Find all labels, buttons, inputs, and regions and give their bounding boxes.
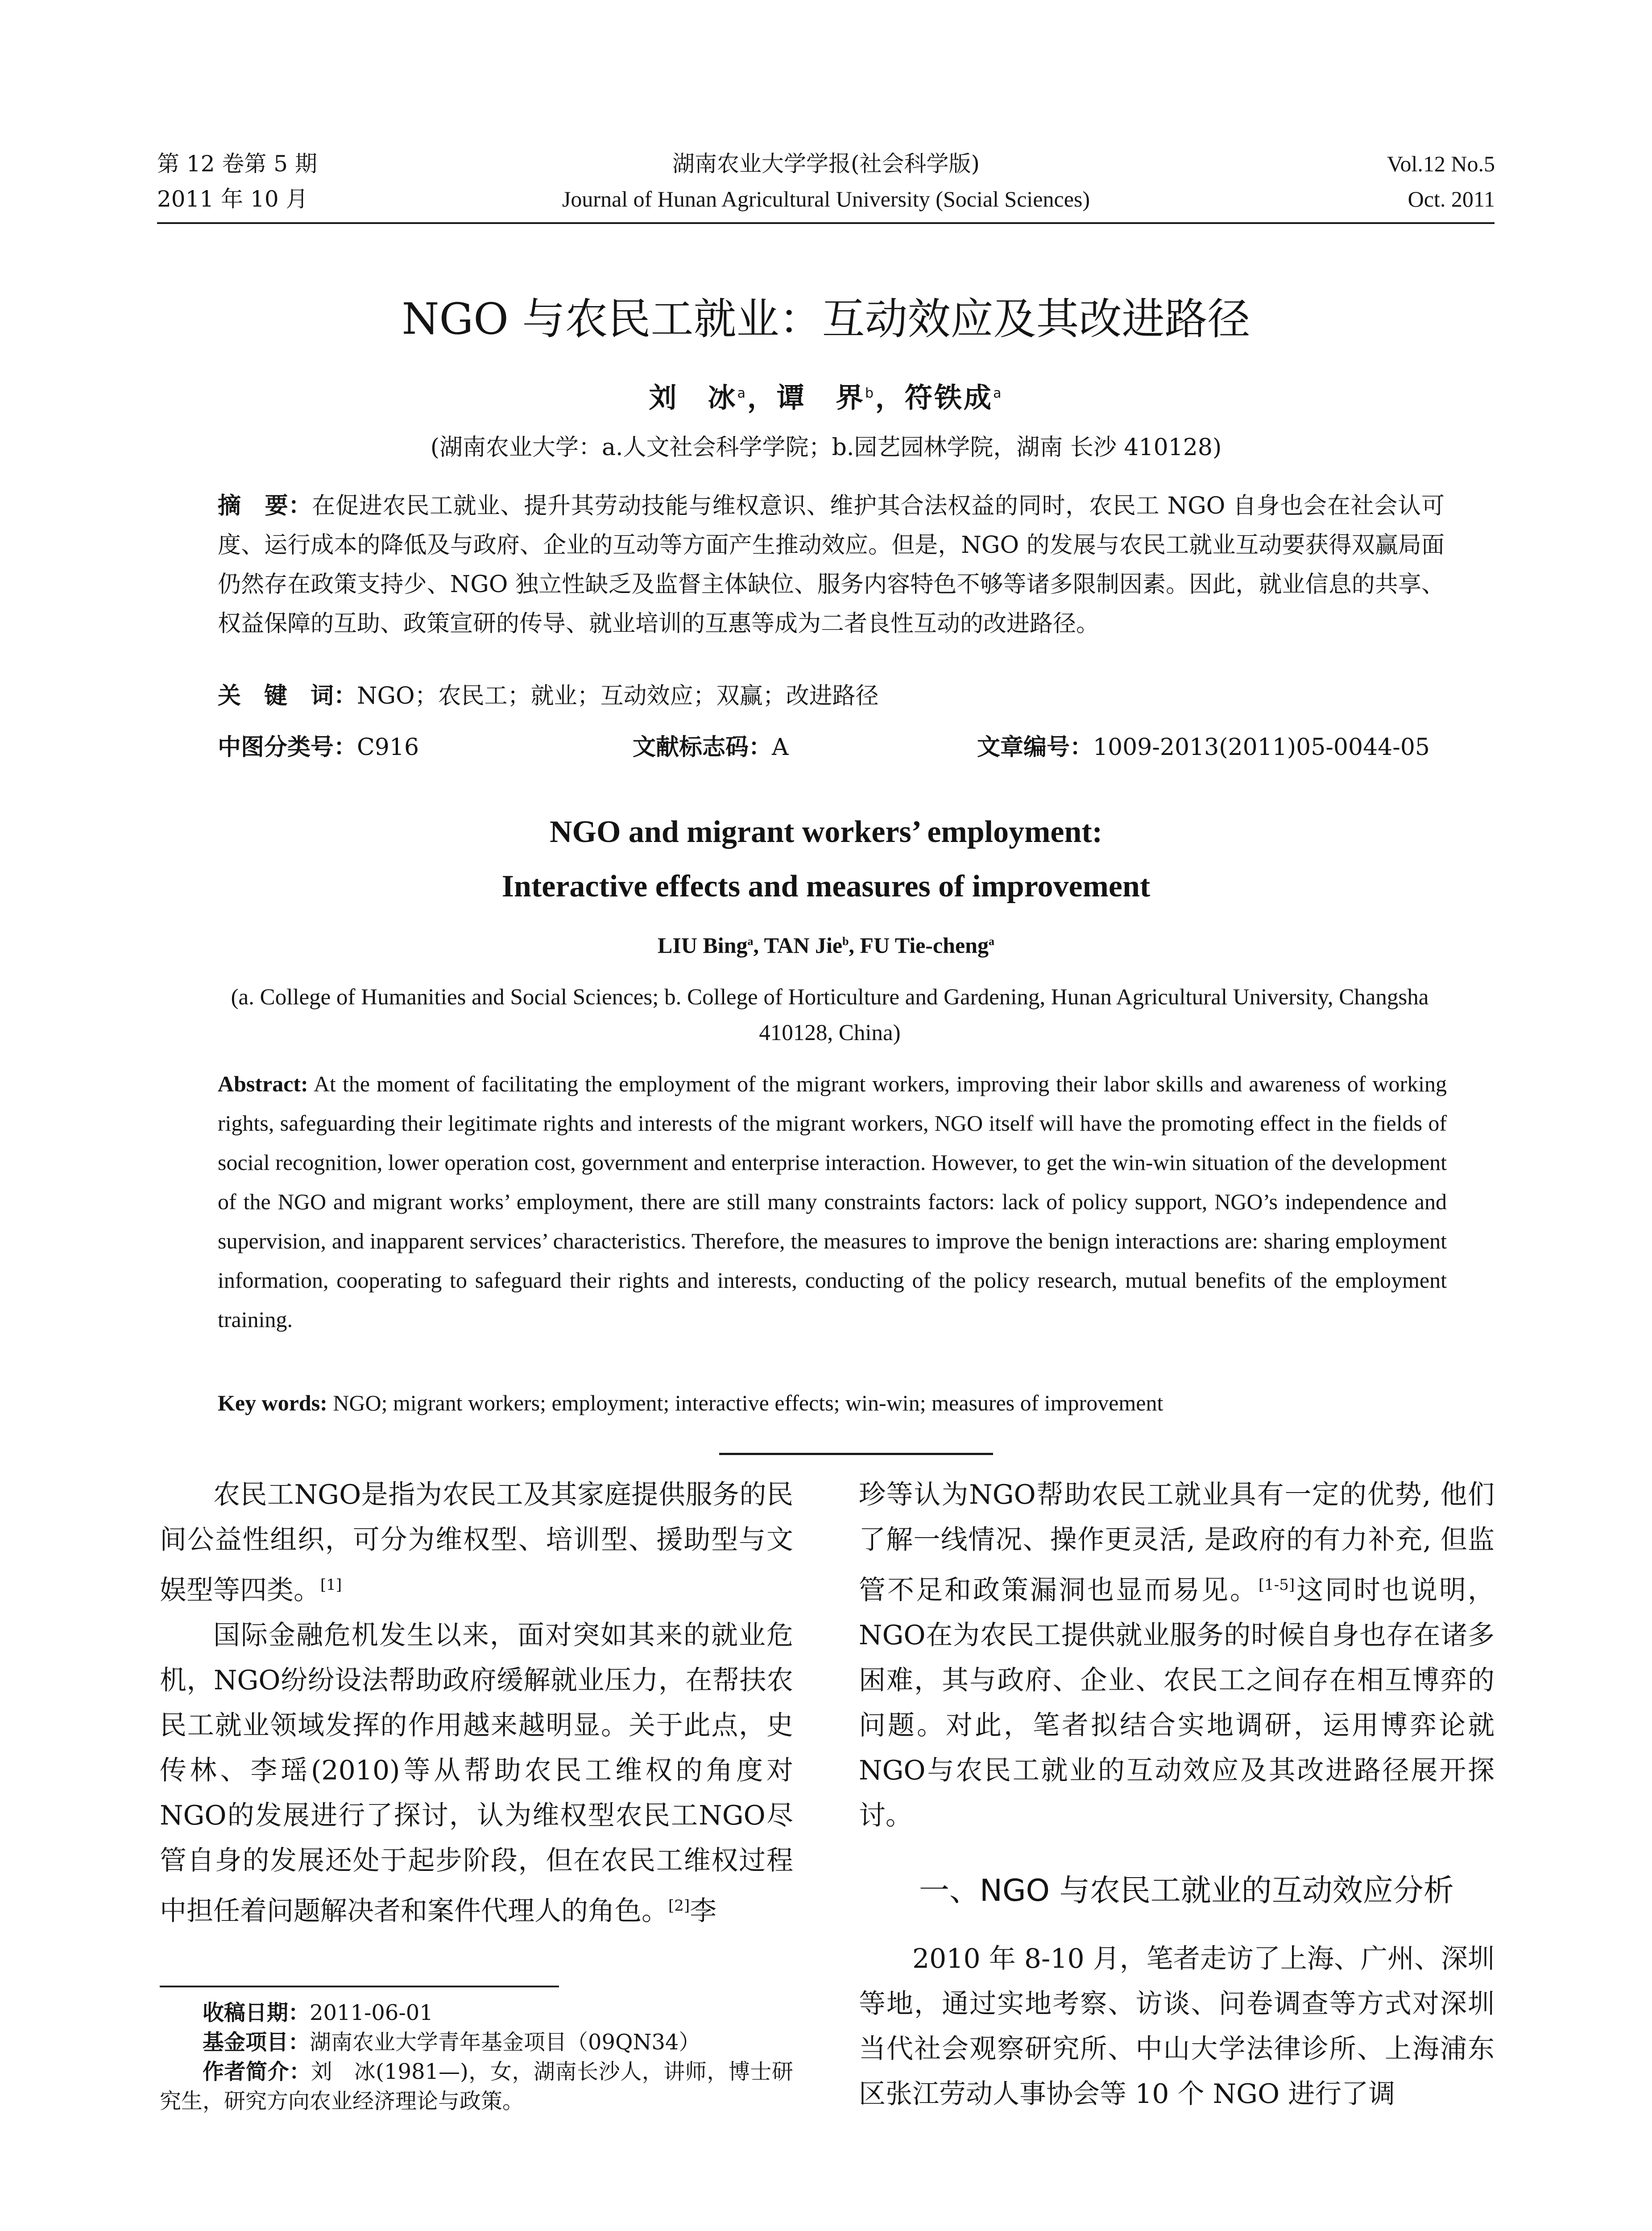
header-journal-cn: 湖南农业大学学报(社会科学版) [672, 151, 980, 177]
english-author-affil-mark: b [842, 935, 849, 948]
header-vol-no: Vol.12 No.5 [1387, 151, 1495, 176]
english-title-line1: NGO and migrant workers’ employment: [549, 815, 1103, 849]
citation-ref: [1-5] [1258, 1576, 1295, 1594]
affiliation: (湖南农业大学：a.人文社会科学学院；b.园艺园林学院，湖南 长沙 410128) [430, 434, 1222, 461]
english-author-list [0, 926, 1652, 961]
abstract-en-label: Abstract: [218, 1071, 308, 1096]
abstract-separator-rule [719, 1453, 993, 1455]
footnote-value: 湖南农业大学青年基金项目（09QN34） [310, 2030, 700, 2055]
english-author-affil-mark: a [988, 935, 994, 948]
section-heading: 一、NGO 与农民工就业的互动效应分析 [919, 1873, 1454, 1908]
footnote-label: 基金项目： [203, 2030, 310, 2055]
paper-title: NGO 与农民工就业：互动效应及其改进路径 [402, 294, 1250, 344]
body-text: 农民工NGO是指为农民工及其家庭提供服务的民间公益性组织，可分为维权型、培训型、援助型与文娱型等四类。 [160, 1479, 793, 1606]
abstract-cn [218, 486, 1445, 643]
english-author-name: FU Tie-cheng [860, 933, 989, 958]
author-separator: ， [747, 381, 777, 414]
right-column [859, 1472, 1495, 1838]
english-author-affil-mark: a [747, 935, 754, 948]
english-author-separator: , [849, 933, 860, 958]
english-author-name: LIU Bing [658, 933, 748, 958]
footnote-value: 2011-06-01 [310, 2000, 433, 2025]
author-name: 符铁成 [905, 381, 994, 414]
body-paragraph [160, 1472, 793, 1613]
clc-label: 中图分类号： [218, 734, 357, 761]
article-number-value: 1009-2013(2011)05-0044-05 [1093, 734, 1430, 761]
footnote-fund [160, 2028, 793, 2057]
author-affil-mark: b [865, 386, 876, 401]
footnote-bio [160, 2057, 793, 2116]
keywords-en-text: NGO; migrant workers; employment; interactive effects; win-win; measures of improvement [333, 1390, 1163, 1415]
article-number-label: 文章编号： [977, 734, 1093, 761]
header-date: 2011 年 10 月 [157, 186, 308, 212]
abstract-cn-label: 摘 要： [218, 493, 312, 519]
body-paragraph [160, 1613, 793, 1934]
abstract-en [218, 1064, 1447, 1339]
footnote-received [160, 1998, 793, 2028]
body-text: 李 [690, 1895, 717, 1927]
footnote-label: 作者简介： [203, 2059, 311, 2084]
header-volume: 第 12 卷第 5 期 [157, 151, 318, 177]
document-code [633, 732, 789, 763]
author-separator: ， [875, 381, 905, 414]
footnote-value: 刘 冰(1981—)，女，湖南长沙人，讲师，博士研究生，研究方向农业经济理论与政策。 [160, 2059, 793, 2114]
author-name: 谭 界 [776, 381, 865, 414]
citation-ref: [1] [320, 1576, 342, 1594]
body-paragraph [859, 1937, 1495, 2117]
english-title-line2: Interactive effects and measures of improvement [501, 869, 1151, 904]
clc-number [218, 732, 419, 763]
author-affil-mark: a [993, 386, 1003, 401]
english-affiliation: (a. College of Humanities and Social Sciences; b. College of Horticulture and Gardening, Hunan Agricultural University, Changsha 410128, China) [231, 985, 1429, 1045]
doc-code-label: 文献标志码： [633, 734, 772, 761]
keywords-en [218, 1383, 1447, 1422]
keywords-cn [218, 680, 879, 712]
body-text: 2010 年 8-10 月，笔者走访了上海、广州、深圳等地，通过实地考察、访谈、问卷调查等方式对深圳当代社会观察研究所、中山大学法律诊所、上海浦东区张江劳动人事协会等 10 个 NGO 进行了调 [859, 1943, 1495, 2110]
header-month: Oct. 2011 [1408, 187, 1495, 211]
author-list [0, 376, 1652, 416]
english-author-name: TAN Jie [764, 933, 843, 958]
clc-value: C916 [357, 734, 419, 761]
keywords-cn-label: 关 键 词： [218, 683, 357, 709]
citation-ref: [2] [668, 1897, 690, 1915]
body-paragraph [859, 1472, 1495, 1838]
keywords-cn-text: NGO；农民工；就业；互动效应；双赢；改进路径 [357, 683, 879, 709]
body-text: 这同时也说明，NGO在为农民工提供就业服务的时候自身也存在诸多困难，其与政府、企业、农民工之间存在相互博弈的问题。对此，笔者拟结合实地调研，运用博弈论就NGO与农民工就业的互动效应及其改进路径展开探讨。 [859, 1575, 1495, 1831]
left-column [160, 1472, 793, 1934]
author-affil-mark: a [737, 386, 747, 401]
body-text: 珍等认为NGO帮助农民工就业具有一定的优势, 他们了解一线情况、操作更灵活, 是政府的有力补充, 但监管不足和政策漏洞也显而易见。 [859, 1479, 1495, 1606]
footnote-rule [160, 1986, 559, 1987]
header-rule [157, 222, 1495, 224]
doc-code-value: A [772, 734, 789, 761]
abstract-cn-text: 在促进农民工就业、提升其劳动技能与维权意识、维护其合法权益的同时，农民工 NGO 自身也会在社会认可度、运行成本的降低及与政府、企业的互动等方面产生推动效应。但是，NGO 的发展与农民工就业互动要获得双赢局面仍然存在政策支持少、NGO 独立性缺乏及监督主体缺位、服务内容特色不够等诸多限制因素。因此，就业信息的共享、权益保障的互助、政策宣研的传导、就业培训的互惠等成为二者良性互动的改进路径。 [218, 493, 1445, 637]
header-journal-en: Journal of Hunan Agricultural University (Social Sciences) [562, 187, 1090, 211]
body-text: 国际金融危机发生以来，面对突如其来的就业危机，NGO纷纷设法帮助政府缓解就业压力，在帮扶农民工就业领域发挥的作用越来越明显。关于此点，史传林、李瑶(2010)等从帮助农民工维权的角度对NGO的发展进行了探讨，认为维权型农民工NGO尽管自身的发展还处于起步阶段，但在农民工维权过程中担任着问题解决者和案件代理人的角色。 [160, 1620, 793, 1927]
author-name: 刘 冰 [649, 381, 737, 414]
footnote-label: 收稿日期： [203, 2000, 310, 2025]
footnote [160, 1998, 793, 2116]
keywords-en-label: Key words: [218, 1390, 327, 1415]
abstract-en-text: At the moment of facilitating the employment of the migrant workers, improving their labor skills and awareness of working rights, safeguarding their legitimate rights and interests of the migrant workers, NGO itself will have the promoting effect in the fields of social recognition, lower operation cost, government and enterprise interaction. However, to get the win-win situation of the development of the NGO and migrant works’ employment, there are still many constraints factors: lack of policy support, NGO’s independence and supervision, and inapparent services’ characteristics. Therefore, the measures to improve the benign interactions are: sharing employment information, cooperating to safeguard their rights and interests, conducting of the policy research, mutual benefits of the employment training. [218, 1071, 1447, 1332]
article-number [977, 732, 1430, 763]
right-column-continued [859, 1937, 1495, 2117]
english-author-separator: , [753, 933, 764, 958]
